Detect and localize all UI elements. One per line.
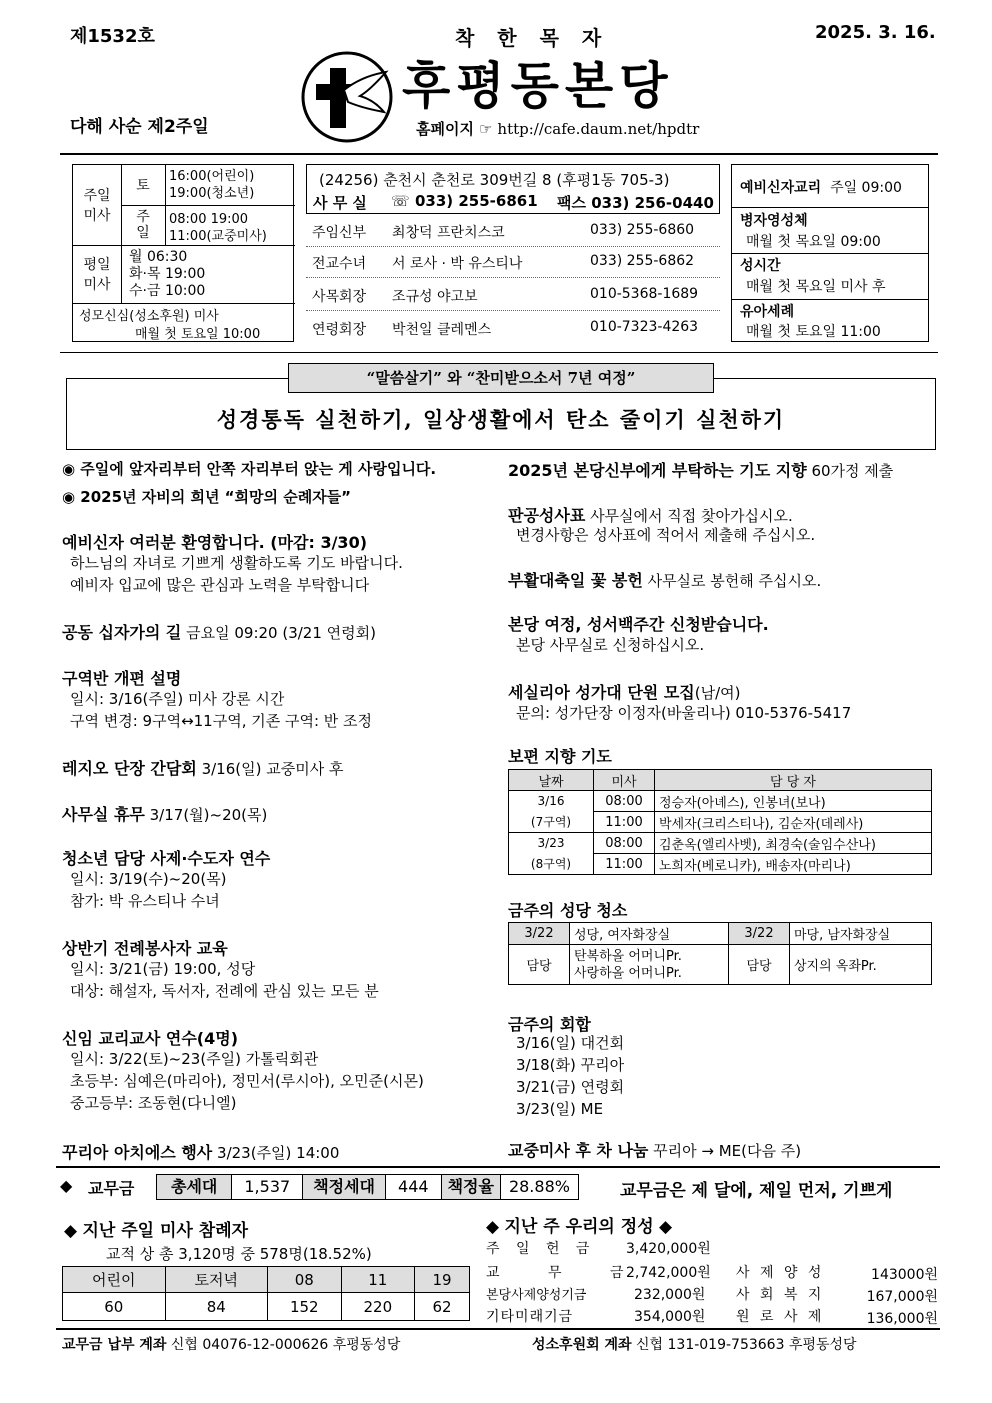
offering-value: 232,000원 xyxy=(634,1287,706,1303)
cleaning-area: 마당, 남자화장실 xyxy=(790,923,932,945)
footer-divider xyxy=(56,1328,940,1330)
dues-label: 교무금 xyxy=(88,1179,135,1198)
table-row xyxy=(509,854,932,875)
attendance-value: 62 xyxy=(415,1293,470,1321)
notice-teachers-line2: 초등부: 심예은(마리아), 정민서(루시아), 오민준(시몬) xyxy=(70,1072,424,1090)
notice-stations-text: 금요일 09:20 (3/21 연령회) xyxy=(186,624,376,642)
notice-easter-flowers-text: 사무실로 봉헌해 주십시오. xyxy=(647,572,822,590)
offering-row xyxy=(486,1236,938,1260)
dues-rate-label: 책정율 xyxy=(442,1175,501,1199)
notice-prayer-intention-text: 60가정 제출 xyxy=(811,462,894,480)
staff-role: 주임신부 xyxy=(312,225,367,241)
offering-key: 사 회 복 지 xyxy=(736,1287,825,1303)
homepage-label: 홈페이지 ☞ xyxy=(416,120,493,138)
offering-value: 3,420,000원 xyxy=(626,1241,711,1257)
notice-liturgy-line1: 일시: 3/21(금) 19:00, 성당 xyxy=(70,960,256,978)
notice-stations-title: 공동 십자가의 길 xyxy=(62,623,182,642)
staff-tel: 033) 255-6862 xyxy=(590,253,695,269)
staff-row xyxy=(306,278,720,311)
notice-liturgy-title: 상반기 전례봉사자 교육 xyxy=(62,939,228,958)
prayer-header-mass: 미사 xyxy=(594,770,655,791)
offering-value: 136,000원 xyxy=(866,1311,938,1327)
notice-teachers-line1: 일시: 3/22(토)~23(주일) 가톨릭회관 xyxy=(70,1050,319,1068)
attendance-header: 토저녁 xyxy=(165,1267,268,1293)
notice-choir-line1: 문의: 성가단장 이정자(바울리나) 010-5376-5417 xyxy=(516,704,852,722)
dues-divider xyxy=(56,1166,940,1168)
issue-date: 2025. 3. 16. xyxy=(815,22,936,43)
meeting-item: 3/18(화) 꾸리아 xyxy=(516,1056,625,1074)
diamond-icon: ◆ xyxy=(486,1217,500,1237)
cleaning-date: 3/22 xyxy=(509,923,570,945)
cleaning-table xyxy=(508,922,932,985)
weekday-times: 월 06:30 화·목 19:00 수·금 10:00 xyxy=(129,249,206,299)
staff-role: 사목회장 xyxy=(312,289,367,305)
dues-bar xyxy=(60,1174,940,1200)
tea-text: 꾸리아 → ME(다음 주) xyxy=(653,1142,802,1160)
church-name-title: 후평동본당 xyxy=(402,56,674,115)
bullet-front-seats: ◉ 주일에 앞자리부터 안쪽 자리부터 앉는 게 사랑입니다. xyxy=(62,460,437,478)
vocation-account: 신협 131-019-753663 후평동성당 xyxy=(636,1337,857,1353)
offering-row xyxy=(486,1282,938,1304)
banner-main: 성경통독 실천하기, 일상생활에서 탄소 줄이기 실천하기 xyxy=(216,407,786,432)
staff-name: 서 로사 · 박 유스티나 xyxy=(392,256,523,272)
notice-catechumen-title: 예비신자 여러분 환영합니다. (마감: 3/30) xyxy=(62,533,368,552)
attendance-value: 60 xyxy=(63,1293,166,1321)
tea-title: 교중미사 후 차 나눔 xyxy=(508,1141,649,1160)
notice-legio-title: 레지오 단장 간담회 xyxy=(62,759,197,778)
address: (24256) 춘천시 춘천로 309번길 8 (후평1동 705-3) xyxy=(319,171,670,189)
prayer-time: 11:00 xyxy=(594,854,655,875)
sacrament-detail: 매월 첫 토요일 11:00 xyxy=(746,324,881,340)
cleaning-area: 성당, 여자화장실 xyxy=(570,923,729,945)
dues-total-label: 총세대 xyxy=(157,1175,232,1199)
meetings-title: 금주의 회합 xyxy=(508,1015,591,1034)
staff-tel: 033) 255-6860 xyxy=(590,222,695,238)
dues-table xyxy=(156,1174,579,1200)
meeting-item: 3/23(일) ME xyxy=(516,1100,604,1118)
office-label: 사 무 실 xyxy=(313,194,367,212)
notice-youth-line1: 일시: 3/19(수)~20(목) xyxy=(70,870,227,888)
vocation-account-label: 성소후원회 계좌 xyxy=(532,1337,632,1353)
prayer-time: 08:00 xyxy=(594,791,655,812)
attendance-header: 어린이 xyxy=(63,1267,166,1293)
cleaning-title: 금주의 성당 청소 xyxy=(508,901,628,920)
prayer-date: (8구역) xyxy=(509,854,594,875)
dues-account: 신협 04076-12-000626 후평동성당 xyxy=(170,1337,401,1353)
cleaning-label: 담당 xyxy=(729,945,790,985)
diamond-icon: ◆ xyxy=(64,1221,78,1241)
prayer-header-people: 담 당 자 xyxy=(655,770,932,791)
staff-name: 박천일 클레멘스 xyxy=(392,322,492,338)
church-logo-icon xyxy=(300,50,395,145)
table-row xyxy=(63,1293,470,1321)
sacrament-detail: 매월 첫 목요일 09:00 xyxy=(746,234,881,250)
dues-rate: 28.88% xyxy=(508,1177,570,1196)
diamond-icon: ◆ xyxy=(659,1217,673,1237)
notice-easter-flowers-title: 부활대축일 꽃 봉헌 xyxy=(508,571,643,590)
prayer-people: 김춘옥(엘리사벳), 최경숙(술임수산나) xyxy=(655,833,932,854)
table-row xyxy=(63,1267,470,1293)
liturgical-week: 다해 사순 제2주일 xyxy=(70,117,209,137)
offering-value: 354,000원 xyxy=(634,1309,706,1325)
notice-district-title: 구역반 개편 설명 xyxy=(62,669,182,688)
prayer-people: 정승자(아녜스), 인봉녀(보나) xyxy=(655,791,932,812)
table-row xyxy=(509,833,932,854)
saturday-label: 토 xyxy=(121,165,166,206)
staff-tel: 010-5368-1689 xyxy=(590,286,699,302)
notice-office-closed-text: 3/17(월)~20(목) xyxy=(149,806,268,824)
cleaning-group: 상지의 옥좌Pr. xyxy=(790,945,932,985)
offering-key: 사 제 양 성 xyxy=(736,1265,825,1281)
staff-list xyxy=(306,218,720,341)
sacrament-title: 성시간 xyxy=(740,258,781,274)
notice-catechumen-line1: 하느님의 자녀로 기쁘게 생활하도록 기도 바랍니다. xyxy=(70,554,403,572)
prayer-header-row xyxy=(509,770,932,791)
attendance-header: 08 xyxy=(268,1267,342,1293)
notice-youth-line2: 참가: 박 유스티나 수녀 xyxy=(70,892,220,910)
notice-bible-title: 본당 여정, 성서백주간 신청받습니다. xyxy=(508,615,769,634)
notice-liturgy-line2: 대상: 해설자, 독서자, 전례에 관심 있는 모든 분 xyxy=(70,982,379,1000)
sacraments-box xyxy=(731,164,929,342)
notice-choir-title: 세실리아 성가대 단원 모집 xyxy=(508,683,695,702)
offering-key: 기타미래기금 xyxy=(486,1309,574,1325)
attendance-value: 84 xyxy=(165,1293,268,1321)
dues-total: 1,537 xyxy=(232,1175,303,1199)
sunday-times: 08:00 19:00 11:00(교중미사) xyxy=(169,212,267,244)
cleaning-date: 3/22 xyxy=(729,923,790,945)
notice-office-closed-title: 사무실 휴무 xyxy=(62,805,145,824)
notice-catechumen-line2: 예비자 입교에 많은 관심과 노력을 부탁합니다 xyxy=(70,576,370,594)
staff-role: 연령회장 xyxy=(312,322,367,338)
bullet-jubilee: ◉ 2025년 자비의 희년 “희망의 순례자들” xyxy=(62,488,352,506)
table-row xyxy=(509,945,932,985)
prayer-date: (7구역) xyxy=(509,812,594,833)
notice-district-line2: 구역 변경: 9구역↔11구역, 기존 구역: 반 조정 xyxy=(70,712,373,730)
prayer-date: 3/23 xyxy=(509,833,594,854)
staff-name: 최창덕 프란치스코 xyxy=(392,225,505,241)
offering-value: 143000원 xyxy=(871,1267,938,1283)
notice-acies-text: 3/23(주일) 14:00 xyxy=(217,1144,340,1162)
attendance-table xyxy=(62,1266,470,1321)
offering-row xyxy=(486,1260,938,1282)
office-fax: 팩스 033) 256-0440 xyxy=(557,194,714,212)
prayer-table-title: 보편 지향 기도 xyxy=(508,747,612,766)
prayer-date: 3/16 xyxy=(509,791,594,812)
diamond-icon: ◆ xyxy=(60,1176,73,1195)
office-phone: ☏ 033) 255-6861 xyxy=(391,192,538,210)
homepage-link[interactable]: http://cafe.daum.net/hpdtr xyxy=(497,120,700,138)
sunday-mass-label: 주일 미사 xyxy=(73,165,122,246)
prayer-time: 11:00 xyxy=(594,812,655,833)
weekday-mass-label: 평일 미사 xyxy=(73,245,122,303)
staff-tel: 010-7323-4263 xyxy=(590,319,699,335)
notice-prayer-intention-title: 2025년 본당신부에게 부탁하는 기도 지향 xyxy=(508,461,807,480)
prayer-people: 노희자(베로니카), 배송자(마리나) xyxy=(655,854,932,875)
staff-name: 조규성 야고보 xyxy=(392,289,478,305)
offering-key: 주 일 헌 금 xyxy=(486,1241,596,1257)
attendance-header: 11 xyxy=(341,1267,415,1293)
staff-role: 전교수녀 xyxy=(312,256,367,272)
office-box xyxy=(306,164,720,214)
prayer-people: 박세자(크리스티나), 김순자(데레사) xyxy=(655,812,932,833)
attendance-summary: 교적 상 총 3,120명 중 578명(18.52%) xyxy=(106,1245,372,1263)
cleaning-label: 담당 xyxy=(509,945,570,985)
attendance-value: 220 xyxy=(341,1293,415,1321)
sunday-label: 주 일 xyxy=(121,205,166,245)
header-divider xyxy=(60,153,938,155)
notice-teachers-line3: 중고등부: 조동현(다니엘) xyxy=(70,1094,237,1112)
saturday-times: 16:00(어린이) 19:00(청소년) xyxy=(169,169,255,201)
dues-account-label: 교무금 납부 계좌 xyxy=(62,1337,167,1353)
info-divider xyxy=(60,352,938,353)
dues-slogan: 교무금은 제 달에, 제일 먼저, 기쁘게 xyxy=(620,1181,893,1201)
staff-row xyxy=(306,311,720,341)
notice-confession-line2: 변경사항은 성사표에 적어서 제출해 주십시오. xyxy=(516,526,816,544)
notice-choir-suffix: (남/여) xyxy=(694,684,741,702)
offering-key: 교 무 금 xyxy=(486,1265,646,1281)
offering-list xyxy=(486,1236,938,1326)
notice-legio-text: 3/16(일) 교중미사 후 xyxy=(201,760,344,778)
notice-district-line1: 일시: 3/16(주일) 미사 강론 시간 xyxy=(70,690,285,708)
offering-row xyxy=(486,1304,938,1326)
sacrament-title: 유아세례 xyxy=(740,304,795,320)
dues-resp: 444 xyxy=(386,1175,442,1199)
sacrament-detail: 주일 09:00 xyxy=(830,180,902,196)
meeting-item: 3/21(금) 연령회 xyxy=(516,1078,625,1096)
dues-resp-label: 책정세대 xyxy=(303,1175,386,1199)
banner-tag: “말씀살기” 와 “찬미받으소서 7년 여정” xyxy=(288,363,714,393)
sacrament-detail: 매월 첫 목요일 미사 후 xyxy=(746,279,886,295)
notice-youth-title: 청소년 담당 사제·수도자 연수 xyxy=(62,849,271,868)
attendance-value: 152 xyxy=(268,1293,342,1321)
notice-acies-title: 꾸리아 아치에스 행사 xyxy=(62,1143,213,1162)
cleaning-group: 탄복하올 어머니Pr. 사랑하올 어머니Pr. xyxy=(570,945,729,985)
offering-value: 2,742,000원 xyxy=(626,1265,711,1281)
table-row xyxy=(509,923,932,945)
heart-mass-time: 매월 첫 토요일 10:00 xyxy=(135,327,261,342)
notice-confession-title: 판공성사표 xyxy=(508,506,586,525)
prayer-time: 08:00 xyxy=(594,833,655,854)
table-row xyxy=(509,812,932,833)
sacrament-title: 예비신자교리 xyxy=(740,180,822,196)
notice-teachers-title: 신임 교리교사 연수(4명) xyxy=(62,1029,239,1048)
table-row xyxy=(509,791,932,812)
issue-number: 제1532호 xyxy=(70,26,155,47)
sacrament-title: 병자영성체 xyxy=(740,213,808,229)
notice-bible-line1: 본당 사무실로 신청하십시오. xyxy=(516,636,705,654)
attendance-header: 19 xyxy=(415,1267,470,1293)
offering-value: 167,000원 xyxy=(866,1289,938,1305)
mass-times-box xyxy=(72,164,294,342)
attendance-title: 지난 주일 미사 참례자 xyxy=(82,1221,249,1241)
offering-key: 본당사제양성기금 xyxy=(486,1288,587,1303)
staff-row xyxy=(306,218,720,247)
notice-confession-text: 사무실에서 직접 찾아가십시오. xyxy=(590,507,793,525)
staff-row xyxy=(306,247,720,278)
meeting-item: 3/16(일) 대건회 xyxy=(516,1034,625,1052)
motto: 착 한 목 자 xyxy=(455,26,610,50)
prayer-header-date: 날짜 xyxy=(509,770,594,791)
offering-key: 원 로 사 제 xyxy=(736,1309,825,1325)
heart-mass-label: 성모신심(성소후원) 미사 xyxy=(79,309,219,324)
offering-title: 지난 주 우리의 정성 xyxy=(504,1217,654,1237)
prayer-table xyxy=(508,769,932,875)
